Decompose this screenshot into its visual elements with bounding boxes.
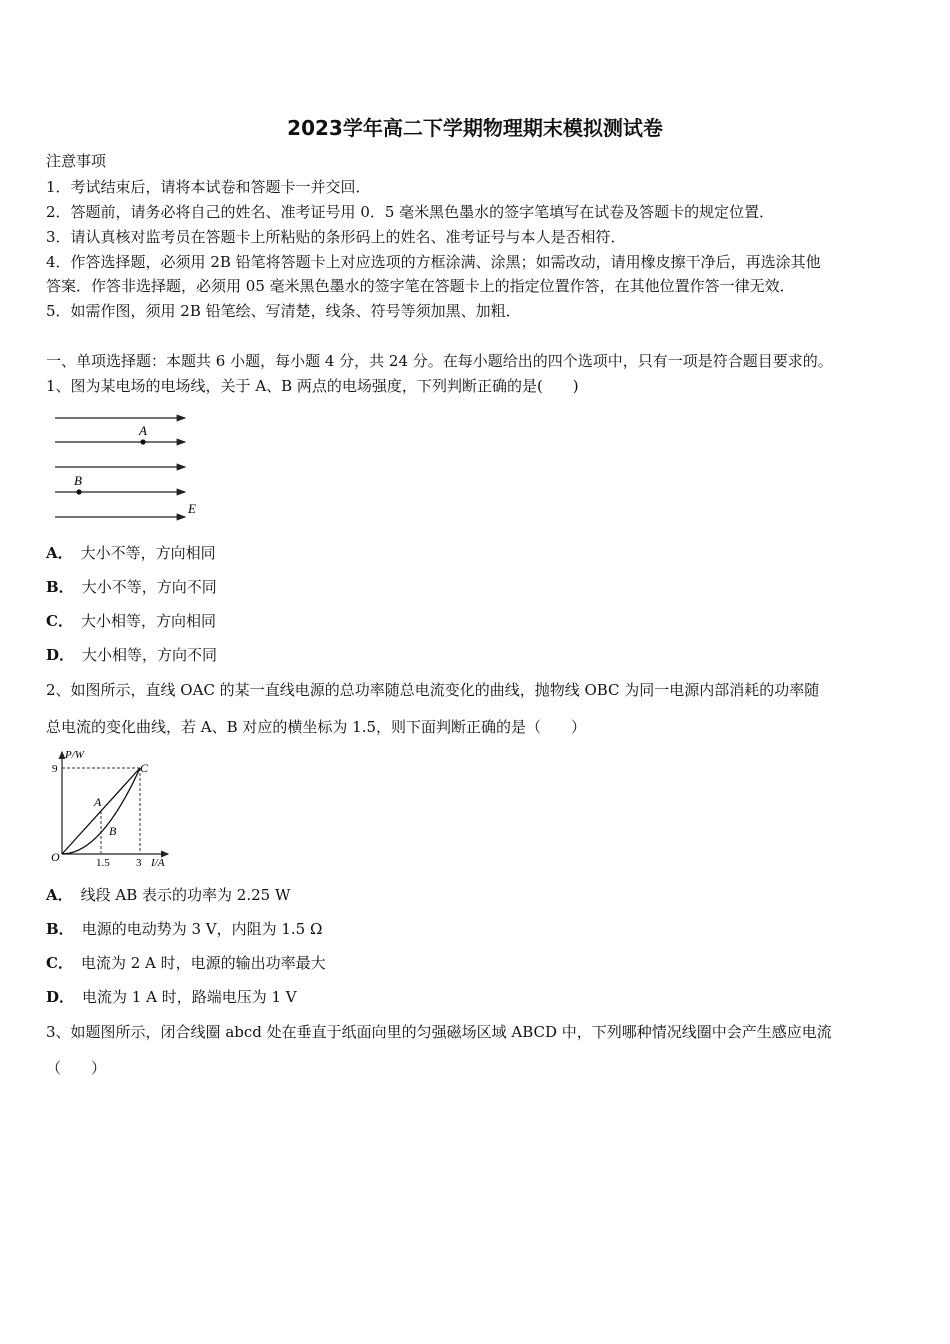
field-e-label: E [188,501,196,516]
point-b-dot [76,489,81,494]
q2-power-graph [46,746,186,871]
option-text: 大小相等，方向不同 [82,646,218,664]
q1-option-d[interactable] [46,645,217,665]
q2-option-c[interactable] [46,953,326,973]
section-heading: 一、单项选择题：本题共 6 小题，每小题 4 分，共 24 分。在每小题给出的四个选项中，只有一项是符合题目要求的。 [46,352,833,370]
x-tick-3: 3 [136,857,142,869]
option-text: 线段 AB 表示的功率为 2.25 W [80,886,291,904]
option-label: A． [46,544,73,562]
option-text: 电流为 1 A 时，路端电压为 1 V [82,988,297,1006]
point-c-label: C [140,761,149,775]
option-label: B． [46,578,74,596]
notice-item: 3．请认真核对监考员在答题卡上所粘贴的条形码上的姓名、准考证号与本人是否相符． [46,228,626,246]
y-axis-label: P/W [65,749,84,761]
point-b-label: B [109,824,117,838]
origin-label: O [51,850,60,864]
notice-item: 4．作答选择题，必须用 2B 铅笔将答题卡上对应选项的方框涂满、涂黑；如需改动，请用橡皮擦干净后，再选涂其他 [46,253,821,271]
q2-stem-line1: 2、如图所示，直线 OAC 的某一直线电源的总功率随总电流变化的曲线，抛物线 OBC 为同一电源内部消耗的功率随 [46,681,820,699]
option-text: 大小不等，方向不同 [81,578,217,596]
notice-item: 2．答题前，请务必将自己的姓名、准考证号用 0．5 毫米黑色墨水的签字笔填写在试卷及答题卡的规定位置． [46,203,775,221]
option-text: 电流为 2 A 时，电源的输出功率最大 [80,954,326,972]
q2-stem-line2: 总电流的变化曲线，若 A、B 对应的横坐标为 1.5，则下面判断正确的是（ ） [46,718,587,736]
option-text: 电源的电动势为 3 V，内阻为 1.5 Ω [81,920,323,938]
notice-item: 1．考试结束后，请将本试卷和答题卡一并交回． [46,178,371,196]
page-title: 2023学年高二下学期物理期末模拟测试卷 [287,116,663,140]
q1-stem: 1、图为某电场的电场线，关于 A、B 两点的电场强度，下列判断正确的是( ) [46,377,579,395]
q3-stem-line1: 3、如题图所示，闭合线圈 abcd 处在垂直于纸面向里的匀强磁场区域 ABCD 中，下列哪种情况线圈中会产生感应电流 [46,1023,832,1041]
q2-option-b[interactable] [46,919,322,939]
point-b-label: B [74,473,82,488]
point-a-dot [140,439,145,444]
q1-option-b[interactable] [46,577,217,597]
q3-stem-line2: （ ） [46,1059,107,1077]
option-label: B． [46,920,74,938]
q1-option-c[interactable] [46,611,216,631]
point-a-label: A [94,795,102,809]
q2-option-d[interactable] [46,987,297,1007]
option-label: D． [46,988,75,1006]
option-text: 大小相等，方向相同 [80,612,216,630]
q1-field-lines-figure [50,408,210,523]
notice-item: 5．如需作图，须用 2B 铅笔绘、写清楚，线条、符号等须加黑、加粗． [46,302,521,320]
notice-item: 答案．作答非选择题，必须用 05 毫米黑色墨水的签字笔在答题卡上的指定位置作答，在其他位置作答一律无效． [46,277,795,295]
option-label: A． [46,886,73,904]
q1-option-a[interactable] [46,543,216,563]
y-tick-9: 9 [52,763,58,775]
option-text: 大小不等，方向相同 [80,544,216,562]
option-label: C． [46,612,73,630]
option-label: D． [46,646,75,664]
option-label: C． [46,954,73,972]
point-a-label: A [139,423,147,438]
q2-option-a[interactable] [46,885,290,905]
notice-heading: 注意事项 [46,152,107,170]
x-tick-1-5: 1.5 [96,857,110,869]
x-axis-label: I/A [151,857,165,869]
